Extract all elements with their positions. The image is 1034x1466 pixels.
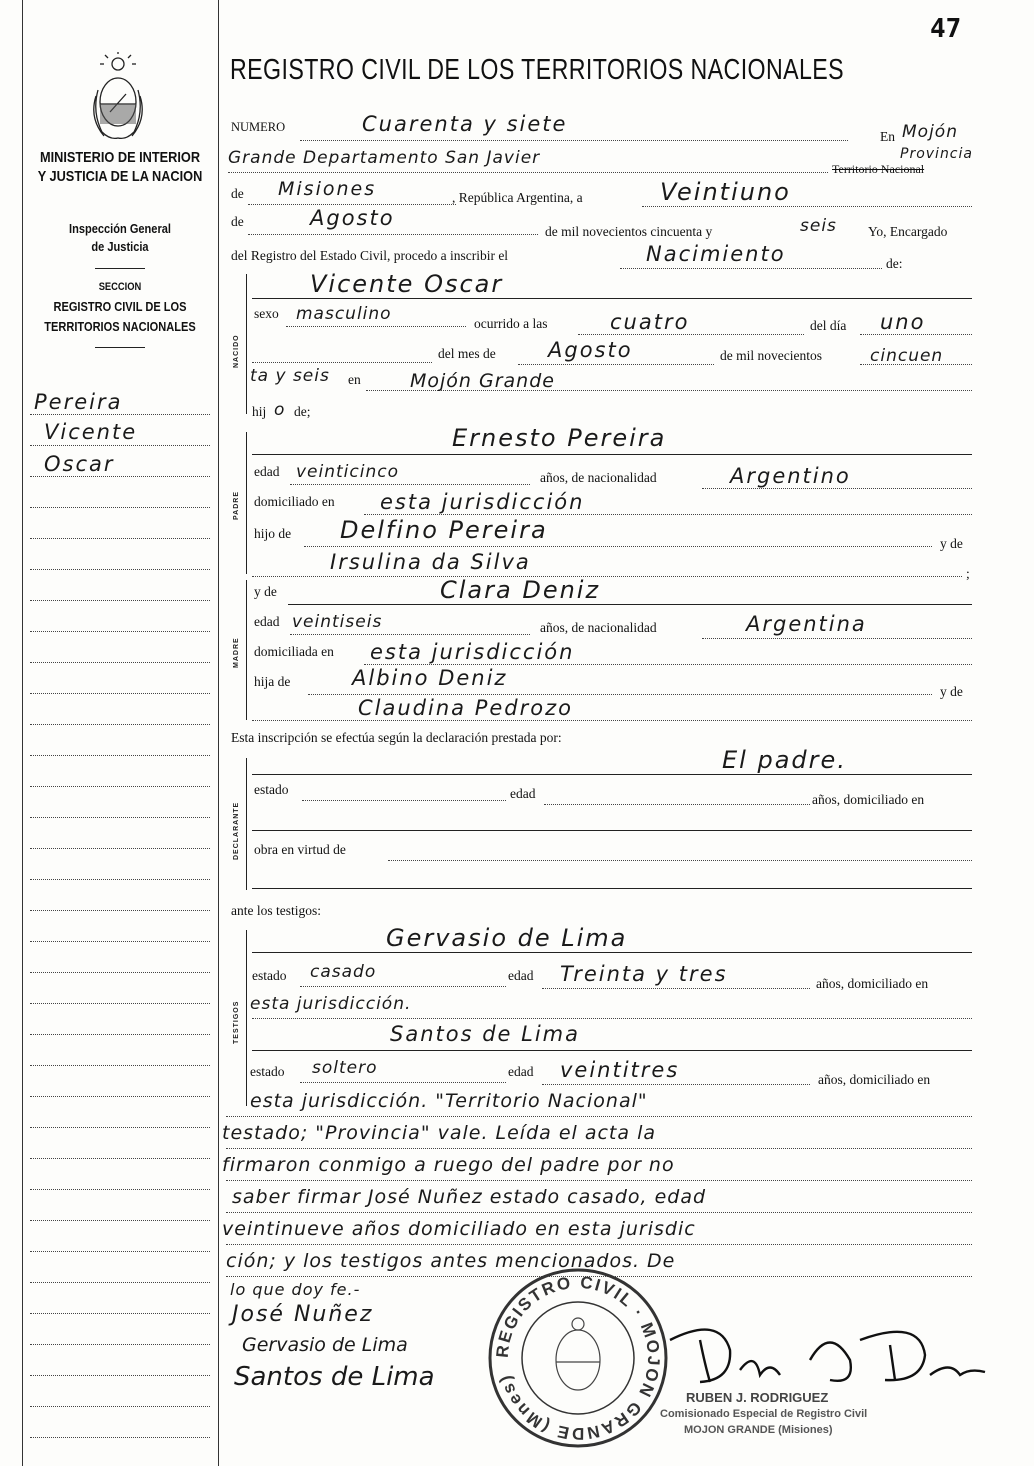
- line-lugar-2: [228, 172, 828, 173]
- label-y-de-madre-2: y de: [940, 684, 963, 699]
- entry-t1-edad: Treinta y tres: [560, 962, 728, 986]
- line-dom-madre: [364, 664, 972, 665]
- entry-dia: uno: [880, 310, 926, 334]
- entry-anio-a: cincuen: [870, 346, 944, 366]
- left-divider-1: [95, 268, 145, 269]
- section-line-2: TERRITORIOS NACIONALES: [44, 319, 196, 334]
- entry-madre-nac: Argentina: [746, 612, 867, 636]
- margin-rule: [30, 1034, 210, 1035]
- line-acto: [620, 268, 882, 269]
- column-divider: [218, 0, 219, 1466]
- bracket-nacido: [246, 274, 247, 414]
- margin-rule: [30, 1065, 210, 1066]
- margin-rule: [30, 693, 210, 694]
- line-madre: [288, 604, 972, 605]
- line-numero: [300, 140, 848, 141]
- section-heading: [35, 277, 205, 337]
- margin-rule: [30, 879, 210, 880]
- bracket-madre: [246, 580, 247, 720]
- label-mil-novecientos: de mil novecientos: [720, 348, 822, 363]
- margin-rule: [30, 662, 210, 663]
- side-label-padre: PADRE: [233, 491, 240, 520]
- entry-mes: Agosto: [548, 338, 633, 362]
- line-nac-madre: [702, 638, 972, 639]
- margin-name-line-1: Pereira: [34, 390, 123, 414]
- line-dom-decl: [252, 830, 972, 831]
- ministry-line-1: MINISTERIO DE INTERIOR: [39, 149, 201, 166]
- entry-anio-b: ta y seis: [250, 366, 330, 386]
- margin-rule: [30, 414, 210, 415]
- note-rule: [226, 1180, 972, 1181]
- line-obra: [388, 860, 972, 861]
- line-edad-t1: [542, 988, 810, 989]
- entry-padre-edad: veinticinco: [296, 462, 399, 482]
- entry-lugar-2: Grande Departamento San Javier: [228, 148, 541, 168]
- label-anos-dom-t2: años, domiciliado en: [818, 1072, 931, 1087]
- entry-t1-dom: esta jurisdicción.: [250, 994, 412, 1014]
- label-del-dia: del día: [810, 318, 847, 333]
- label-de-2: de: [231, 214, 244, 229]
- ministry-line-2: Y JUSTICIA DE LA NACION: [37, 168, 203, 185]
- label-republica: , República Argentina, a: [452, 190, 583, 205]
- margin-rule: [30, 1096, 210, 1097]
- entry-lugar: Mojón Grande: [410, 370, 555, 392]
- label-en-lugar: en: [348, 372, 361, 387]
- coat-of-arms-icon: [90, 52, 146, 144]
- note-line-1: esta jurisdicción. "Territorio Nacional": [250, 1090, 648, 1112]
- line-abuela-p: [252, 576, 962, 577]
- label-del-registro: del Registro del Estado Civil, procedo a inscribir el: [231, 248, 509, 263]
- note-rule: [226, 1244, 972, 1245]
- note-line-5: veintinueve años domiciliado en esta jurisdic: [222, 1218, 696, 1240]
- official-name: RUBEN J. RODRIGUEZ: [686, 1390, 829, 1405]
- entry-abuelo-p: Delfino Pereira: [340, 516, 548, 544]
- note-line-6: ción; y los testigos antes mencionados. De: [226, 1250, 676, 1272]
- label-inscripcion: Esta inscripción se efectúa según la declaración prestada por:: [231, 730, 562, 745]
- margin-rule: [30, 1344, 210, 1345]
- bracket-padre: [246, 432, 247, 574]
- label-estado-t2: estado: [250, 1064, 285, 1079]
- label-anos-nac-padre: años, de nacionalidad: [540, 470, 657, 485]
- label-numero: NUMERO: [231, 120, 286, 134]
- side-label-nacido: NACIDO: [233, 334, 240, 368]
- line-padre: [252, 454, 972, 455]
- line-testigo-2: [252, 1050, 972, 1051]
- line-edad-padre: [290, 484, 530, 485]
- entry-t2-edad: veintitres: [560, 1058, 680, 1082]
- line-edad-t2: [542, 1084, 810, 1085]
- margin-rule: [30, 569, 210, 570]
- entry-t1-estado: casado: [310, 962, 377, 982]
- label-edad-padre: edad: [254, 464, 280, 479]
- label-anos-dom-decl: años, domiciliado en: [812, 792, 925, 807]
- note-rule: [226, 1148, 972, 1149]
- label-ante-testigos: ante los testigos:: [231, 903, 321, 918]
- page-number: 47: [930, 14, 962, 44]
- line-mes-pre: [252, 362, 432, 363]
- margin-rule: [30, 1313, 210, 1314]
- margin-rule: [30, 1406, 210, 1407]
- official-role: Comisionado Especial de Registro Civil: [660, 1408, 868, 1420]
- margin-rule: [30, 1375, 210, 1376]
- entry-mes-registro: Agosto: [310, 206, 395, 230]
- inspection-line-1: Inspección General: [69, 221, 171, 236]
- entry-dia-registro: Veintiuno: [660, 178, 791, 206]
- note-line-2: testado; "Provincia" vale. Leída el acta la: [222, 1122, 656, 1144]
- label-hij: hij: [252, 404, 267, 419]
- note-line-7: lo que doy fe.-: [230, 1280, 361, 1299]
- line-edad-madre: [290, 634, 530, 635]
- entry-numero: Cuarenta y siete: [362, 112, 568, 136]
- margin-rule: [30, 476, 210, 477]
- label-sexo: sexo: [254, 306, 279, 321]
- note-rule: [226, 1116, 972, 1117]
- margin-rule: [30, 631, 210, 632]
- label-en: En: [880, 129, 895, 144]
- note-rule: [226, 1212, 972, 1213]
- label-domiciliado-padre: domiciliado en: [254, 494, 335, 509]
- label-y-de-madre: y de: [254, 584, 277, 599]
- label-del-mes: del mes de: [438, 346, 496, 361]
- margin-rule: [30, 1282, 210, 1283]
- label-domiciliada-madre: domiciliada en: [254, 644, 334, 659]
- margin-rule: [30, 817, 210, 818]
- label-ocurrido: ocurrido a las: [474, 316, 548, 331]
- label-semicolon: ;: [966, 566, 970, 581]
- entry-abuela-m: Claudina Pedrozo: [358, 696, 573, 720]
- line-mes-registro: [248, 234, 538, 235]
- entry-padre-nac: Argentino: [730, 464, 851, 488]
- entry-provincia-name: Misiones: [278, 178, 377, 200]
- registrar-signature: [660, 1320, 990, 1400]
- label-hija-de: hija de: [254, 674, 291, 689]
- margin-rule: [30, 538, 210, 539]
- label-y-de-padre: y de: [940, 536, 963, 551]
- inspection-heading: [35, 220, 205, 256]
- entry-hora: cuatro: [610, 310, 690, 334]
- margin-rule: [30, 1437, 210, 1438]
- margin-rule: [30, 724, 210, 725]
- side-label-declarante: DECLARANTE: [233, 801, 240, 860]
- line-provincia-name: [248, 204, 456, 205]
- line-estado-t2: [300, 1082, 506, 1083]
- left-divider-2: [95, 347, 145, 348]
- line-declarante: [252, 774, 972, 775]
- label-de-colon: de:: [886, 256, 903, 271]
- margin-rule: [30, 910, 210, 911]
- signature-gervasio: Gervasio de Lima: [242, 1334, 408, 1356]
- signature-nunez: José Nuñez: [232, 1302, 374, 1327]
- bracket-declarante: [246, 758, 247, 890]
- margin-rule: [30, 786, 210, 787]
- entry-t2-estado: soltero: [312, 1058, 378, 1078]
- civil-registry-stamp: [482, 1262, 674, 1454]
- line-mes: [518, 364, 714, 365]
- ministry-heading: [35, 148, 205, 186]
- margin-rule: [30, 507, 210, 508]
- label-estado-decl: estado: [254, 782, 289, 797]
- margin-name-line-3: Oscar: [44, 452, 115, 476]
- margin-rule: [30, 941, 210, 942]
- line-estado-decl: [302, 800, 506, 801]
- label-hijo-de: hijo de: [254, 526, 292, 541]
- bracket-testigos: [246, 930, 247, 1106]
- margin-rule: [30, 972, 210, 973]
- signature-santos: Santos de Lima: [234, 1362, 435, 1392]
- line-dom-padre: [364, 514, 972, 515]
- entry-madre: Clara Deniz: [440, 576, 601, 604]
- label-mil-cincuenta: de mil novecientos cincuenta y: [545, 224, 713, 239]
- label-edad-t1: edad: [508, 968, 534, 983]
- entry-anio-registro: seis: [800, 216, 837, 236]
- label-de-1: de: [231, 186, 244, 201]
- margin-name-line-2: Vicente: [44, 420, 138, 444]
- margin-rule: [30, 600, 210, 601]
- label-estado-t1: estado: [252, 968, 287, 983]
- margin-rule: [30, 1220, 210, 1221]
- inspection-line-2: de Justicia: [91, 239, 149, 254]
- page-title: REGISTRO CIVIL DE LOS TERRITORIOS NACIONALES: [230, 54, 845, 86]
- entry-madre-edad: veintiseis: [292, 612, 383, 632]
- section-line-1: REGISTRO CIVIL DE LOS: [53, 299, 187, 314]
- entry-declarante: El padre.: [722, 746, 847, 774]
- entry-nombre: Vicente Oscar: [310, 270, 504, 298]
- line-abuelo-p: [304, 546, 932, 547]
- entry-abuela-p: Irsulina da Silva: [330, 550, 531, 574]
- line-abuela-m: [252, 720, 972, 721]
- line-decl-end: [252, 888, 972, 889]
- margin-rule: [30, 848, 210, 849]
- line-sexo: [286, 326, 466, 327]
- label-territorio-tachado: Territorio Nacional: [832, 162, 925, 176]
- margin-rule: [30, 1251, 210, 1252]
- note-line-3: firmaron conmigo a ruego del padre por no: [222, 1154, 675, 1176]
- line-estado-t1: [300, 986, 506, 987]
- margin-rule: [30, 1003, 210, 1004]
- entry-acto: Nacimiento: [646, 242, 786, 266]
- label-anos-nac-madre: años, de nacionalidad: [540, 620, 657, 635]
- label-edad-decl: edad: [510, 786, 536, 801]
- entry-padre-dom: esta jurisdicción: [380, 490, 585, 514]
- svg-text:REGISTRO CIVIL · MOJON GRANDE: REGISTRO CIVIL · MOJON GRANDE (Mnes): [492, 1272, 664, 1444]
- margin-line-left: [22, 0, 23, 1466]
- entry-abuelo-m: Albino Deniz: [352, 666, 508, 690]
- margin-rule: [30, 445, 210, 446]
- side-label-testigos: TESTIGOS: [233, 1000, 240, 1044]
- line-dia-registro: [642, 206, 972, 207]
- line-testigo-1: [252, 952, 972, 953]
- entry-lugar-1: Mojón: [902, 122, 958, 142]
- line-edad-decl: [544, 804, 810, 805]
- line-nac-padre: [702, 488, 972, 489]
- note-line-4: saber firmar José Nuñez estado casado, edad: [232, 1186, 707, 1208]
- side-label-madre: MADRE: [233, 637, 240, 668]
- label-de-semicolon: de;: [294, 404, 311, 419]
- entry-provincia: Provincia: [900, 146, 973, 162]
- margin-rule: [30, 755, 210, 756]
- label-edad-t2: edad: [508, 1064, 534, 1079]
- label-anos-dom-t1: años, domiciliado en: [816, 976, 929, 991]
- margin-rule: [30, 1189, 210, 1190]
- line-abuelo-m: [308, 694, 932, 695]
- entry-testigo-2: Santos de Lima: [390, 1022, 580, 1046]
- entry-madre-dom: esta jurisdicción: [370, 640, 575, 664]
- line-dom-t1: [252, 1018, 972, 1019]
- entry-sexo: masculino: [296, 304, 392, 324]
- margin-rule: [30, 1158, 210, 1159]
- line-nombre: [252, 298, 972, 299]
- label-yo-encargado: Yo, Encargado: [868, 224, 948, 239]
- entry-hij-suffix: o: [274, 400, 286, 420]
- label-obra: obra en virtud de: [254, 842, 346, 857]
- entry-padre: Ernesto Pereira: [452, 424, 667, 452]
- line-hora: [578, 334, 804, 335]
- entry-testigo-1: Gervasio de Lima: [386, 924, 628, 952]
- official-place: MOJON GRANDE (Misiones): [684, 1424, 833, 1436]
- section-label: SECCION: [98, 281, 142, 293]
- line-dia: [860, 334, 972, 335]
- margin-rule: [30, 1127, 210, 1128]
- label-edad-madre: edad: [254, 614, 280, 629]
